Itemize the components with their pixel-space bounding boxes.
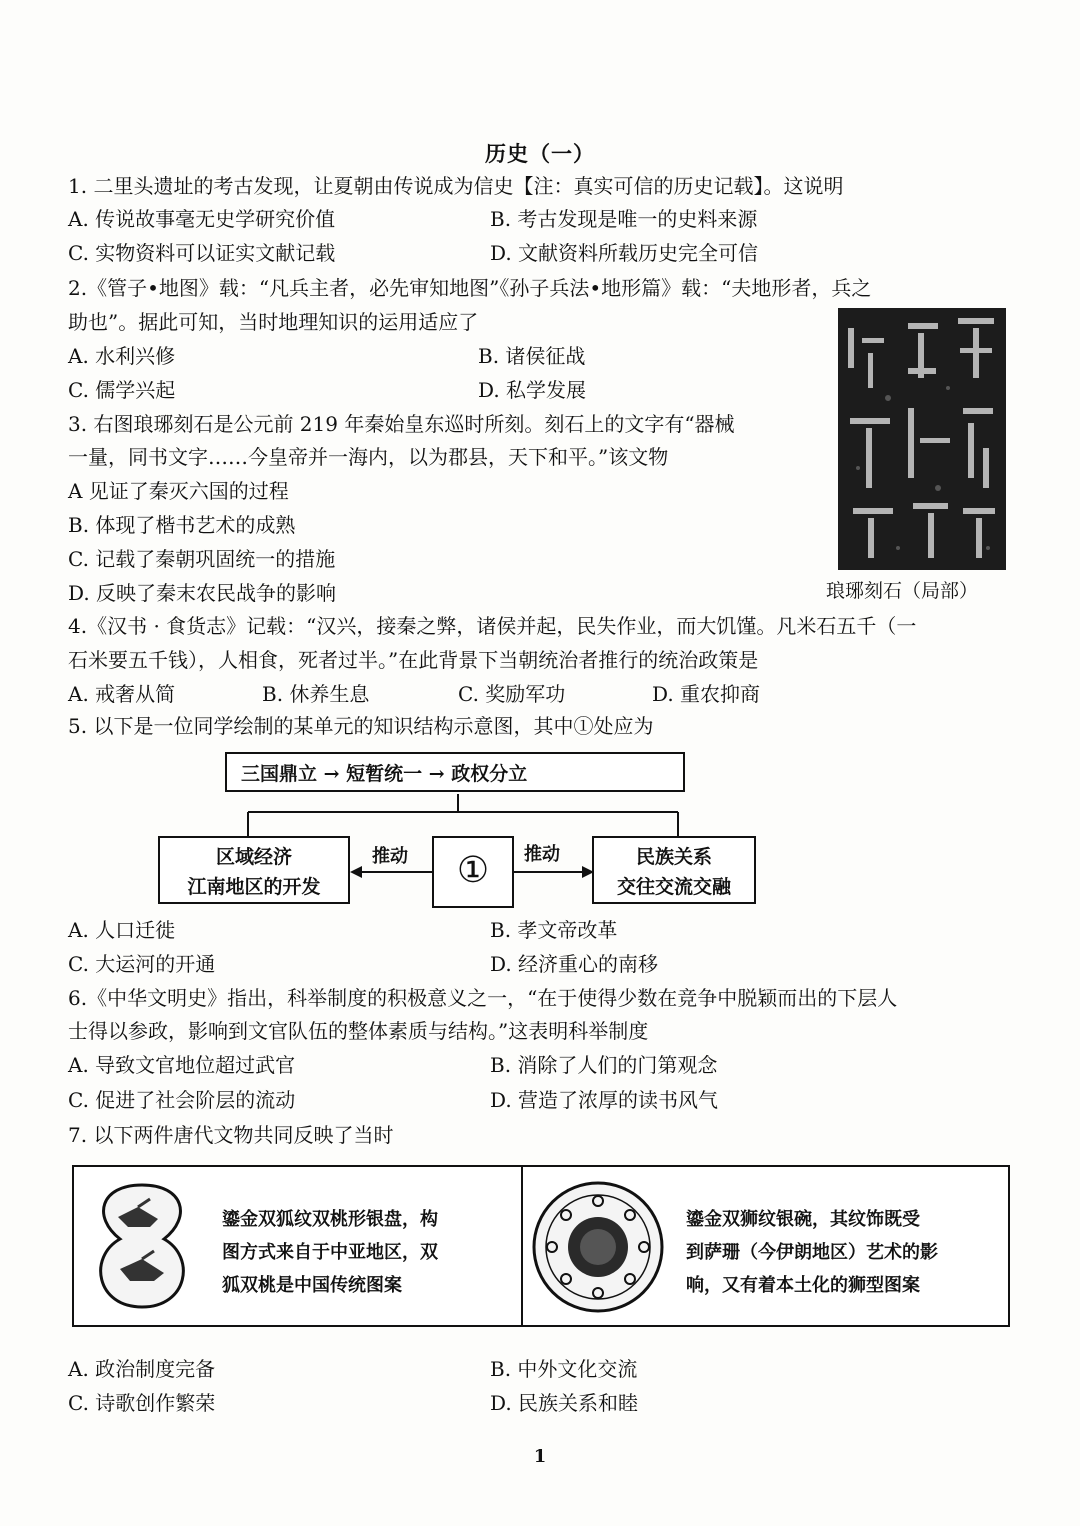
q7-option-d: D. 民族关系和睦 bbox=[490, 1391, 639, 1415]
diagram-right-line1: 民族关系 bbox=[635, 846, 712, 868]
q6-option-b: B. 消除了人们的门第观念 bbox=[490, 1053, 718, 1077]
q7-option-a: A. 政治制度完备 bbox=[68, 1357, 216, 1381]
q1-option-d: D. 文献资料所载历史完全可信 bbox=[490, 241, 759, 265]
page-title: 历史（一） bbox=[485, 141, 595, 166]
q5-option-d: D. 经济重心的南移 bbox=[490, 952, 659, 976]
diagram-left-box bbox=[158, 836, 350, 904]
artifact1-line2: 图方式来自于中亚地区，双 bbox=[222, 1242, 438, 1263]
q1-option-b: B. 考古发现是唯一的史料来源 bbox=[490, 207, 758, 231]
q3-stem-line1: 3. 右图琅琊刻石是公元前 219 年秦始皇东巡时所刻。刻石上的文字有“器械 bbox=[68, 412, 735, 436]
silver-bowl-image bbox=[530, 1179, 666, 1315]
q5-option-c: C. 大运河的开通 bbox=[68, 952, 216, 976]
stele-caption: 琅琊刻石（局部） bbox=[826, 580, 979, 602]
diagram-top-box: 三国鼎立 → 短暂统一 → 政权分立 bbox=[225, 752, 685, 792]
artifact1-line1: 鎏金双狐纹双桃形银盘，构 bbox=[222, 1209, 438, 1230]
q6-stem-line1: 6.《中华文明史》指出，科举制度的积极意义之一，“在于使得少数在竞争中脱颖而出的下层人 bbox=[68, 986, 898, 1010]
q6-stem-line2: 士得以参政，影响到文官队伍的整体素质与结构。”这表明科举制度 bbox=[68, 1019, 649, 1043]
diagram-left-line1: 区域经济 bbox=[215, 846, 292, 868]
q3-option-c: C. 记载了秦朝巩固统一的措施 bbox=[68, 547, 336, 571]
q4-stem-line1: 4.《汉书 · 食货志》记载：“汉兴，接秦之弊，诸侯并起，民失作业，而大饥馑。凡米石五千（一 bbox=[68, 614, 917, 638]
silver-plate-image bbox=[80, 1177, 204, 1313]
q6-option-a: A. 导致文官地位超过武官 bbox=[68, 1053, 296, 1077]
q5-option-b: B. 孝文帝改革 bbox=[490, 918, 618, 942]
arrow-label-right: 推动 bbox=[524, 844, 560, 865]
artifact-panel bbox=[72, 1165, 1010, 1327]
artifact2-line3: 响，又有着本土化的狮型图案 bbox=[686, 1275, 920, 1296]
q6-option-c: C. 促进了社会阶层的流动 bbox=[68, 1088, 296, 1112]
q7-stem: 7. 以下两件唐代文物共同反映了当时 bbox=[68, 1123, 394, 1147]
q2-option-d: D. 私学发展 bbox=[478, 378, 587, 402]
artifact1-line3: 狐双桃是中国传统图案 bbox=[222, 1275, 402, 1296]
q3-option-a: A 见证了秦灭六国的过程 bbox=[68, 479, 289, 503]
arrow-label-left: 推动 bbox=[372, 846, 408, 867]
q2-stem-line2: 助也”。据此可知，当时地理知识的运用适应了 bbox=[68, 310, 479, 334]
q2-option-b: B. 诸侯征战 bbox=[478, 344, 586, 368]
diagram-right-box bbox=[592, 836, 756, 904]
diagram-right-line2: 交往交流交融 bbox=[616, 876, 731, 898]
q2-option-c: C. 儒学兴起 bbox=[68, 378, 176, 402]
q5-stem: 5. 以下是一位同学绘制的某单元的知识结构示意图，其中①处应为 bbox=[68, 714, 654, 738]
q1-option-c: C. 实物资料可以证实文献记载 bbox=[68, 241, 336, 265]
artifact2-line2: 到萨珊（今伊朗地区）艺术的影 bbox=[686, 1242, 938, 1263]
q1-option-a: A. 传说故事毫无史学研究价值 bbox=[68, 207, 336, 231]
q4-option-c: C. 奖励军功 bbox=[458, 682, 566, 706]
q3-option-d: D. 反映了秦末农民战争的影响 bbox=[68, 581, 337, 605]
q3-stem-line2: 一量，同书文字……今皇帝并一海内，以为郡县，天下和平。”该文物 bbox=[68, 445, 669, 469]
q1-stem: 1. 二里头遗址的考古发现，让夏朝由传说成为信史【注：真实可信的历史记载】。这说明 bbox=[68, 174, 844, 198]
q6-option-d: D. 营造了浓厚的读书风气 bbox=[490, 1088, 719, 1112]
q3-option-b: B. 体现了楷书艺术的成熟 bbox=[68, 513, 296, 537]
diagram-left-line2: 江南地区的开发 bbox=[187, 876, 321, 898]
q2-stem-line1: 2.《管子•地图》载：“凡兵主者，必先审知地图”《孙子兵法•地形篇》载：“夫地形者，兵之 bbox=[68, 276, 872, 300]
q7-option-b: B. 中外文化交流 bbox=[490, 1357, 638, 1381]
q4-stem-line2: 石米要五千钱），人相食，死者过半。”在此背景下当朝统治者推行的统治政策是 bbox=[68, 648, 759, 672]
q7-option-c: C. 诗歌创作繁荣 bbox=[68, 1391, 216, 1415]
q4-option-a: A. 戒奢从简 bbox=[68, 682, 176, 706]
q4-option-b: B. 休养生息 bbox=[262, 682, 370, 706]
page-number: 1 bbox=[533, 1446, 547, 1467]
q2-option-a: A. 水利兴修 bbox=[68, 344, 176, 368]
artifact2-line1: 鎏金双狮纹银碗，其纹饰既受 bbox=[686, 1209, 920, 1230]
q5-option-a: A. 人口迁徙 bbox=[68, 918, 176, 942]
q4-option-d: D. 重农抑商 bbox=[652, 682, 761, 706]
diagram-center-box: ① bbox=[432, 836, 514, 908]
